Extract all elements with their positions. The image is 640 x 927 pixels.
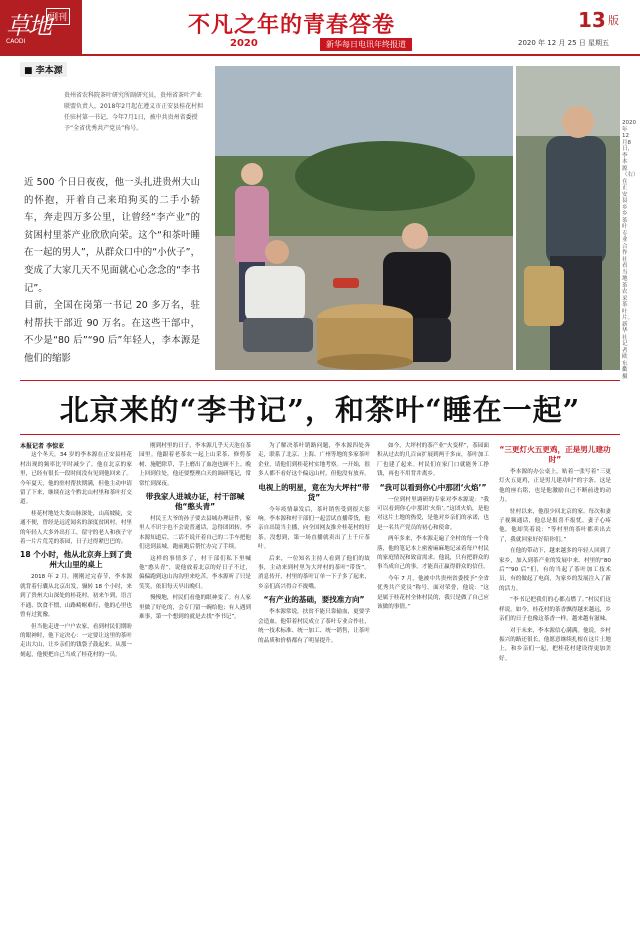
section-badge: 副刊 <box>46 8 70 25</box>
subheading: 带我家人进城办证，村干部喊他“憨头青” <box>145 492 245 512</box>
paragraph: 刚到村里的日子，李本源几乎天天泡在茶园里。他跟着老茶农一起上山采茶、修剪茶树、施肥除草，手上磨出了血泡也顾不上。晚上回到住处，他还要整理白天的调研笔记，常常忙到深夜。 <box>139 443 251 487</box>
article-column-2 <box>139 442 251 924</box>
paragraph: 慢慢地，村民们看他的眼神变了。有人家里做了好吃的，会专门留一碗给他；有人遇到难事，第一个想到的就是去找“李书记”。 <box>139 595 251 621</box>
side-photo-illustration <box>516 66 620 370</box>
subheading: 18 个小时，他从北京奔上到了贵州大山里的桌上 <box>20 550 132 570</box>
paragraph: 村民王大爷的孙子要去县城办理证件，家里人不识字也不会说普通话，急得团团转。李本源知道后，二话不说开着自己的二手车把他们送到县城，跑前跑后帮忙办完了手续。 <box>139 516 251 551</box>
photo-illustration <box>215 66 513 370</box>
paragraph: 李本源的办公桌上，贴着一张写着“三更灯火五更鸡，正是男儿建功时”的字条。这是他的座右铭，也是他激励自己不断前进的动力。 <box>499 469 611 504</box>
author-name: ■ 李本源 <box>20 62 67 77</box>
paragraph: 这样的事情多了，村干部们私下里喊他“憨头青”，说他放着北京的好日子不过，偏偏跑到这山沟沟里来吃苦。李本源听了只是笑笑，依旧每天早出晚归。 <box>139 555 251 590</box>
paragraph: 今年疫情暴发后，茶叶销售受到很大影响。李本源和村干部们一起尝试直播带货，他亲自出镜当主播，向全国网友推介桂花村的好茶。没想到，第一场直播就卖出了上千斤茶叶。 <box>258 506 370 551</box>
intro-text <box>24 174 200 368</box>
subheading: 电视上的明星，竟在为大坪村“带货” <box>258 482 370 502</box>
subheading: “有产业的基础，要找准方向” <box>263 595 365 605</box>
paragraph: 这个冬天，34 岁的李本源在正安县桂花村出现的频率比平时减少了。他在北京的家里，已经有很长一段时间没有见到他回来了。今年夏天，他的驻村帮扶期满，但他主动申请留了下来，继续在这个黔北山村里和茶叶打交道。 <box>20 452 132 506</box>
article-column-3 <box>258 442 370 924</box>
feature-photo <box>215 66 513 370</box>
photo-caption: 2020年12月8日，李本源（右）在正安县乡乡茶叶专业合作社看当地茶农采茶叶片。新华社记者 欧东衢 摄 <box>622 120 639 380</box>
paragraph: 两年多来，李本源走遍了全村的每一个角落，他的笔记本上密密麻麻地记录着每户村民的家庭情况和致富需求。他说，只有把群众的事当成自己的事，才能真正赢得群众的信任。 <box>377 536 489 571</box>
paragraph: 但当他走进一户户农家，看到村民们期盼的眼神时，他下定决心：一定要让这里的茶叶走出大山，让乡亲们的钱袋子鼓起来。从那一刻起，他便把自己当成了桂花村的一员。 <box>20 623 132 658</box>
paragraph: 李本源常说，扶贫不能只靠输血，更要学会造血。他带着村民成立了茶叶专业合作社，统一技术标准、统一加工、统一销售，让茶叶的品质和价格都有了明显提升。 <box>258 609 370 644</box>
paragraph: 一位到村里调研的专家对李本源说：“我可以看到你心中那团‘火焰’。”这团火焰，是他对这片土地的热爱，是他对乡亲们的承诺，也是一名共产党员的初心和使命。 <box>377 496 489 531</box>
paragraph: 在他的带动下，越来越多的年轻人回到了家乡，加入到茶产业的发展中来。村里的“80 后”“90 后”们，有的当起了茶叶加工技术员，有的做起了电商，为家乡的发展注入了新的活力。 <box>499 548 611 592</box>
article-column-5 <box>499 442 611 924</box>
side-photo <box>516 66 620 370</box>
paragraph: “李书记把我们的心都点燃了。”村民们这样说。如今，桂花村的茶香飘得越来越远，乡亲们的日子也像这茶香一样，越来越有滋味。 <box>499 597 611 623</box>
subheading: “我可以看到你心中那团‘火焰’” <box>379 482 487 492</box>
paragraph: 今年 7 月，他被中共贵州省委授予“全省优秀共产党员”称号。面对荣誉，他说：“这是属于桂花村全体村民的，我只是做了自己应该做的事情。” <box>377 575 489 611</box>
paragraph: 后来，一位知名主持人看到了他们的故事，主动来到村里为大坪村的茶叶“带货”。消息传开，村里的茶叶订单一下子多了起来，乡亲们高兴得合不拢嘴。 <box>258 555 370 590</box>
intro-paragraph: 近 500 个日日夜夜，他一头扎进贵州大山的怀抱，开着自己来珀狗买的二手小轿车，奔走四万多公里，让曾经“李产业”的贫困村里茶产业欣欣向荣。这个“和茶叶睡在一起的男人”，从群众口中的“小伙子”，变成了大家几天不见面就心心念念的“李书记”。 <box>24 177 200 294</box>
subheading: “三更灯火五更鸡，正是男儿建功时” <box>499 445 611 464</box>
issue-date: 2020 年 12 月 25 日 星期五 <box>518 39 609 47</box>
page-number: 13 <box>578 8 606 32</box>
byline: 本报记者 李惊亚 <box>20 443 65 450</box>
article-column-4 <box>377 442 489 924</box>
paragraph: 如今，大坪村的茶产业“火变样”，茶园面积从过去的几百亩扩展到两千多亩，茶叶加工厂也建了起来。村民们在家门口就能务工挣钱，再也不用背井离乡。 <box>377 443 489 478</box>
page-number-suffix: 版 <box>608 14 619 27</box>
author-bio: 贵州省农科院茶叶研究所副研究员，贵州省茶叶产业联盟负责人，2018年2月起在遵义市正安县桂花村担任驻村第一书记，今年7月1日，被中共贵州省委授予“全省优秀共产党员”称号。 <box>64 92 204 132</box>
headline: 北京来的“李书记”，和茶叶“睡在一起” <box>59 393 581 427</box>
section-logo-sub: CAODI <box>6 38 26 45</box>
intro-paragraph: 目前，全国在岗第一书记 20 多万名，驻村帮扶干部近 90 万名。在这些干部中，不少是“80 后”“90 后”年轻人，李本源是他们的缩影 <box>24 300 200 364</box>
article-column-1 <box>20 442 132 924</box>
series-title: 不凡之年的青春答卷 <box>188 13 396 38</box>
section-logo-text: 草地 <box>6 12 50 40</box>
paragraph: 驻村以来，他很少回北京的家。每次和妻子视频通话，他总是报喜不报忧。妻子心疼他，他却笑着说：“等村里的茶叶都卖出去了，我就回家好好陪你们。” <box>499 508 611 543</box>
headline-rule-top <box>20 380 620 381</box>
series-year: 2020 <box>230 38 258 49</box>
paragraph: 2018 年 2 月，刚刚过完春节，李本源就背着行囊从北京出发，辗转 18 个小时，来到了贵州大山深处的桂花村。初来乍到，语言不通、饮食不惯，山路崎岖难行，他的心里也曾有过犹豫。 <box>20 574 132 619</box>
series-tag: 新华每日电讯年终报道 <box>320 38 412 51</box>
paragraph: 对于未来，李本源信心满满。他说，乡村振兴的路还很长，他愿意继续扎根在这片土地上，和乡亲们一起，把桂花村建设得更加美好。 <box>499 627 611 662</box>
paragraph: 桂花村地处大娄山脉深处，山高坡陡，交通不便，曾经是远近闻名的深度贫困村。村里的年轻人大多外出打工，留守的老人和孩子守着一片片荒芜的茶园，日子过得紧巴巴的。 <box>20 510 132 546</box>
headline-rule-bottom <box>20 434 620 435</box>
paragraph: 为了解决茶叶销路问题，李本源四处奔走，联系了北京、上海、广州等地的多家茶叶企业，请他们到桂花村实地考察。一开始，很多人都不看好这个偏远山村，但他没有放弃。 <box>258 443 370 478</box>
